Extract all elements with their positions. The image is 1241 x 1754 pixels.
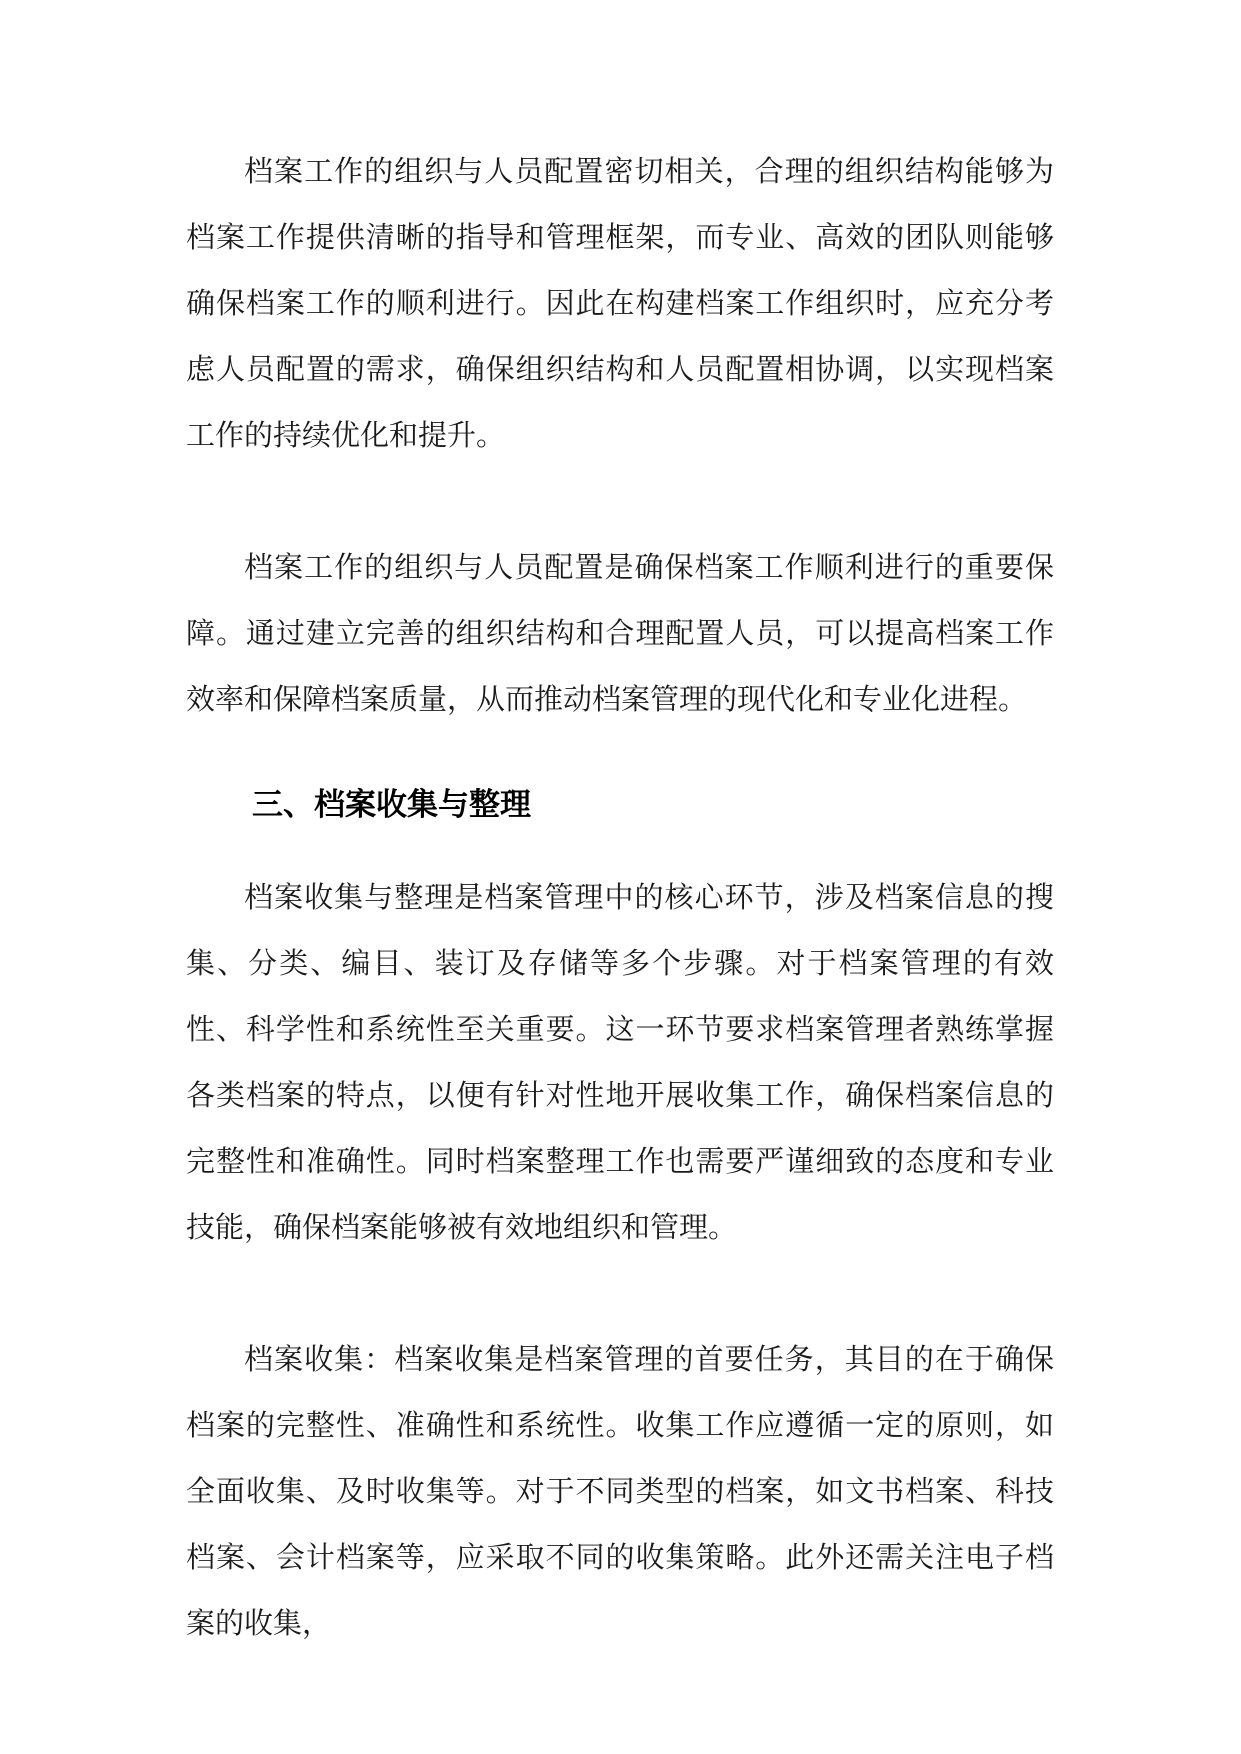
paragraph-org-staffing: 档案工作的组织与人员配置密切相关，合理的组织结构能够为档案工作提供清晰的指导和管理框架，而专业、高效的团队则能够确保档案工作的顺利进行。因此在构建档案工作组织时，应充分考虑人员配置的需求，确保组织结构和人员配置相协调，以实现档案工作的持续优化和提升。 xyxy=(186,154,1054,452)
paragraph-collection-detail: 档案收集：档案收集是档案管理的首要任务，其目的在于确保档案的完整性、准确性和系统性。收集工作应遵循一定的原则，如全面收集、及时收集等。对于不同类型的档案，如文书档案、科技档案、会计档案等，应采取不同的收集策略。此外还需关注电子档案的收集， xyxy=(186,1342,1054,1640)
section-heading: 三、档案收集与整理 xyxy=(252,787,531,823)
paragraph-org-staffing-summary: 档案工作的组织与人员配置是确保档案工作顺利进行的重要保障。通过建立完善的组织结构和合理配置人员，可以提高档案工作效率和保障档案质量，从而推动档案管理的现代化和专业化进程。 xyxy=(186,550,1054,716)
paragraph-collection-overview: 档案收集与整理是档案管理中的核心环节，涉及档案信息的搜集、分类、编目、装订及存储等多个步骤。对于档案管理的有效性、科学性和系统性至关重要。这一环节要求档案管理者熟练掌握各类档案的特点，以便有针对性地开展收集工作，确保档案信息的完整性和准确性。同时档案整理工作也需要严谨细致的态度和专业技能，确保档案能够被有效地组织和管理。 xyxy=(186,880,1054,1244)
